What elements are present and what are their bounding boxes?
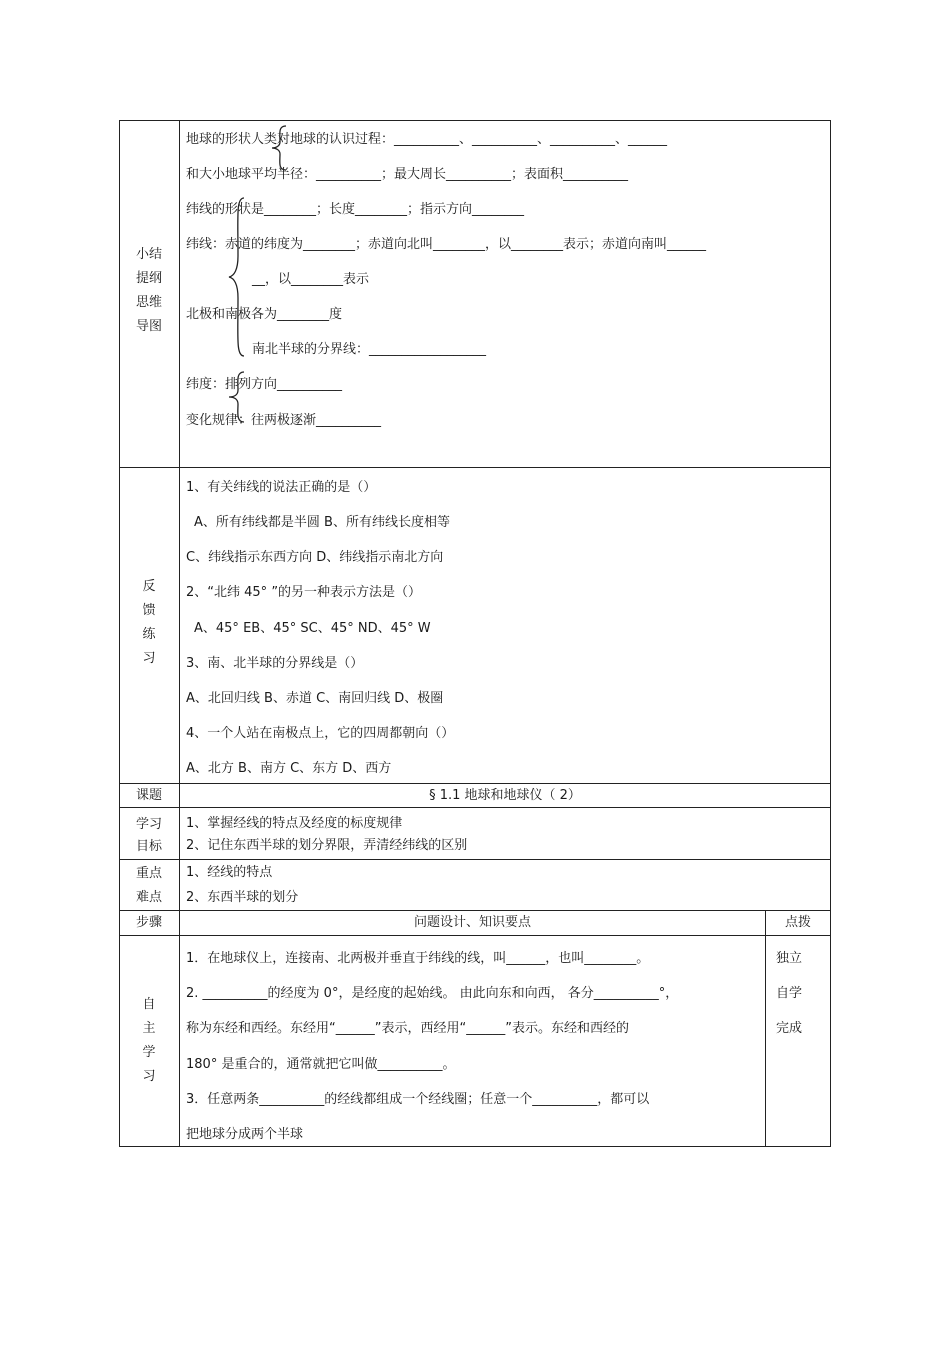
row-divider bbox=[119, 859, 831, 860]
summary-line: 南北半球的分界线：__________________ bbox=[252, 342, 487, 357]
answer-options: A、北方 B、南方 C、东方 D、西方 bbox=[186, 761, 392, 776]
side-label-line: 提纲 bbox=[135, 271, 162, 286]
hint-column-divider bbox=[765, 910, 766, 1147]
side-label-line: 习 bbox=[142, 1069, 156, 1084]
label-line: 难点 bbox=[135, 890, 162, 905]
summary-line: 纬度：排列方向__________ bbox=[186, 377, 343, 392]
row-divider bbox=[119, 467, 831, 468]
question-text: 2、“北纬 45° ”的另一种表示方法是（） bbox=[186, 585, 422, 600]
hint-text: 自学 bbox=[776, 986, 803, 1001]
key-point-item: 2、东西半球的划分 bbox=[186, 890, 299, 905]
key-points-label bbox=[119, 862, 179, 910]
key-point-item: 1、经线的特点 bbox=[186, 865, 273, 880]
summary-line: 和大小地球平均半径：__________；最大周长__________；表面积__________ bbox=[186, 167, 629, 182]
summary-line: 地球的形状人类对地球的认识过程：__________、__________、__________、______ bbox=[186, 132, 668, 147]
answer-options: A、北回归线 B、赤道 C、南回归线 D、极圈 bbox=[186, 691, 444, 706]
self-study-line: 180° 是重合的，通常就把它叫做__________。 bbox=[186, 1057, 456, 1072]
side-label-line: 学 bbox=[142, 1045, 156, 1060]
brace-latitude-lines bbox=[226, 196, 248, 358]
self-study-line: 1．在地球仪上，连接南、北两极并垂直于纬线的线，叫______，也叫________。 bbox=[186, 951, 650, 966]
row-divider bbox=[119, 807, 831, 808]
question-text: 3、南、北半球的分界线是（） bbox=[186, 656, 364, 671]
self-study-line: 2. __________的经度为 0°，是经度的起始线。 由此向东和向西， 各分__________°， bbox=[186, 986, 679, 1001]
side-label-line: 习 bbox=[142, 651, 156, 666]
side-label-line: 导图 bbox=[135, 319, 162, 334]
table-right-border bbox=[830, 120, 831, 1147]
self-study-line: 3．任意两条__________的经线都组成一个经线圈；任意一个__________，都可以 bbox=[186, 1092, 650, 1107]
table-top-border bbox=[119, 120, 831, 121]
side-label-line: 馈 bbox=[142, 603, 156, 618]
answer-options: A、45° EB、45° SC、45° ND、45° W bbox=[194, 621, 431, 636]
self-study-line: 称为东经和西经。东经用“______”表示，西经用“______”表示。东经和西经的 bbox=[186, 1021, 629, 1036]
side-label-line: 主 bbox=[142, 1021, 156, 1036]
row-divider bbox=[119, 783, 831, 784]
self-study-side-label bbox=[119, 993, 179, 1089]
summary-line: 纬线的形状是________；长度________；指示方向________ bbox=[186, 202, 525, 217]
steps-header-hint: 点拨 bbox=[784, 915, 811, 930]
side-label-line: 练 bbox=[142, 627, 156, 642]
topic-label: 课题 bbox=[135, 788, 162, 803]
table-bottom-border bbox=[119, 1146, 831, 1147]
objective-item: 2、记住东西半球的划分界限，弄清经纬线的区别 bbox=[186, 838, 468, 853]
label-line: 学习 bbox=[135, 817, 162, 832]
summary-line: 纬线：赤道的纬度为________；赤道向北叫________，以________表示；赤道向南叫______ bbox=[186, 237, 707, 252]
column-divider bbox=[179, 120, 180, 1147]
summary-side-label bbox=[119, 243, 179, 339]
hint-text: 完成 bbox=[776, 1021, 803, 1036]
label-line: 重点 bbox=[135, 866, 162, 881]
question-text: 4、一个人站在南极点上，它的四周都朝向（） bbox=[186, 726, 455, 741]
feedback-side-label bbox=[119, 575, 179, 671]
answer-options: C、纬线指示东西方向 D、纬线指示南北方向 bbox=[186, 550, 444, 565]
objectives-label bbox=[119, 814, 179, 858]
summary-line: __，以________表示 bbox=[252, 272, 370, 287]
steps-header-content: 问题设计、知识要点 bbox=[413, 915, 531, 930]
question-text: 1、有关纬线的说法正确的是（） bbox=[186, 480, 377, 495]
hint-text: 独立 bbox=[776, 951, 803, 966]
side-label-line: 思维 bbox=[135, 295, 162, 310]
row-divider bbox=[119, 910, 831, 911]
brace-shape-size bbox=[268, 124, 290, 172]
self-study-line: 把地球分成两个半球 bbox=[186, 1127, 304, 1142]
objective-item: 1、掌握经线的特点及经度的标度规律 bbox=[186, 816, 403, 831]
topic-value: § 1.1 地球和地球仪（ 2） bbox=[429, 788, 581, 803]
brace-latitude-degree bbox=[226, 370, 248, 424]
label-line: 目标 bbox=[135, 839, 162, 854]
summary-line: 北极和南极各为________度 bbox=[186, 307, 343, 322]
side-label-line: 小结 bbox=[135, 247, 162, 262]
summary-line: 变化规律：往两极逐渐__________ bbox=[186, 413, 382, 428]
steps-header-step: 步骤 bbox=[135, 915, 162, 930]
row-divider bbox=[119, 935, 831, 936]
side-label-line: 自 bbox=[142, 997, 156, 1012]
side-label-line: 反 bbox=[142, 579, 156, 594]
answer-options: A、所有纬线都是半圆 B、所有纬线长度相等 bbox=[194, 515, 450, 530]
